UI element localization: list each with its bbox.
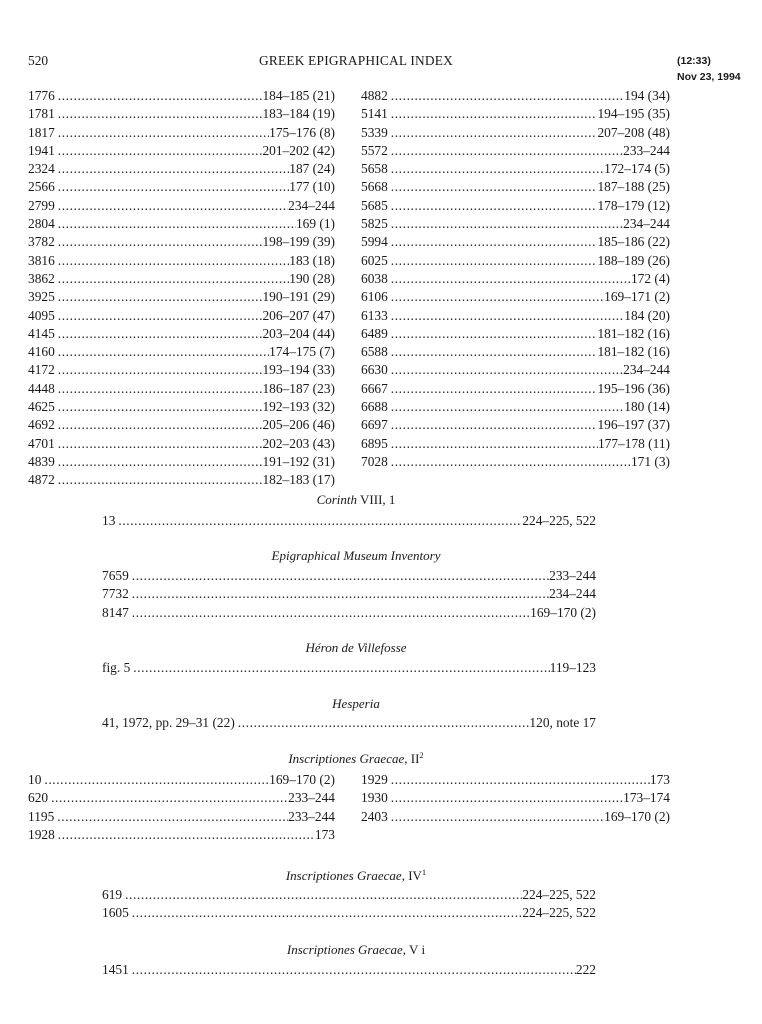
index-entry-key: 6588 [361,344,388,360]
index-entry [28,124,335,142]
index-entry [28,380,335,398]
index-entry-key: 4160 [28,344,55,360]
index-entry [361,197,670,215]
section-title-rest: , IV [401,868,422,883]
dot-leader [391,453,631,471]
dot-leader [58,343,269,361]
index-entry [28,215,335,233]
dot-leader [391,142,623,160]
index-entry [361,325,670,343]
dot-leader [391,435,598,453]
index-entry [361,160,670,178]
index-entry-key: 6630 [361,362,388,378]
dot-leader [391,307,624,325]
dot-leader [391,252,598,270]
dot-leader [391,398,624,416]
index-entry [102,585,596,603]
index-entry [28,270,335,288]
dot-leader [58,416,263,434]
index-entry-key: 1195 [28,808,55,824]
dot-leader [58,87,263,105]
index-entry [361,105,670,123]
index-entry-ref: 119–123 [549,660,596,675]
index-entry-key: 3862 [28,270,55,286]
index-entry [28,435,335,453]
dot-leader [391,808,604,826]
dot-leader [51,789,288,807]
index-entry [361,307,670,325]
index-entry-key: 41, 1972, pp. 29–31 (22) [102,715,235,730]
section-title-ig4 [0,868,712,884]
index-entry [361,178,670,196]
index-entry [28,808,335,826]
dot-leader [132,567,549,585]
index-entry-key: 5685 [361,197,388,213]
index-entry-ref: 169–170 (2) [530,604,596,620]
index-entry-ref: 172–174 (5) [604,161,670,177]
dot-leader [391,124,598,142]
index-entry-ref: 175–176 (8) [269,124,335,140]
index-entry-key: 4095 [28,307,55,323]
index-entry [28,398,335,416]
ig2-entries-left [28,771,335,844]
index-entry-key: 4839 [28,453,55,469]
index-entry-key: 3925 [28,289,55,305]
index-column-right [361,87,670,471]
dot-leader [132,904,523,922]
index-entry [28,252,335,270]
dot-leader [391,233,598,251]
index-entry [361,233,670,251]
index-entry [28,771,335,789]
section-title-heron: Héron de Villefosse [305,640,407,655]
index-entry-ref: 177–178 (11) [597,435,670,451]
index-entry-ref: 184–185 (21) [262,88,335,103]
index-entry [361,435,670,453]
index-entry-key: 1781 [28,106,55,122]
index-entry-ref: 169 (1) [295,216,335,232]
dot-leader [132,961,576,979]
index-entry [28,105,335,123]
index-entry [28,197,335,215]
index-entry-key: 1930 [361,790,388,806]
index-entry-key: 1929 [361,772,388,787]
index-entry-ref: 169–170 (2) [269,772,335,787]
index-entry [102,512,596,530]
section-title-ig5 [0,942,712,958]
index-entry-ref: 224–225, 522 [522,905,596,921]
index-entry-ref: 183 (18) [289,252,335,268]
index-entry [361,380,670,398]
index-entry-ref: 203–204 (44) [262,325,335,341]
index-entry-ref: 190 (28) [289,270,335,286]
index-entry-key: 6667 [361,380,388,396]
dot-leader [58,826,315,844]
dot-leader [58,361,263,379]
section-title-sup: 2 [419,750,424,760]
index-entry-ref: 194–195 (35) [597,106,670,122]
index-entry-ref: 192–193 (32) [262,399,335,415]
index-entry [28,288,335,306]
index-entry-ref: 169–170 (2) [604,808,670,824]
dot-leader [238,714,530,732]
index-entry-key: 7659 [102,568,129,583]
index-entry [361,789,670,807]
index-entry-ref: 190–191 (29) [262,289,335,305]
index-entry-ref: 172 (4) [630,270,670,286]
index-entry-ref: 206–207 (47) [262,307,335,323]
index-entry [28,307,335,325]
index-entry [361,215,670,233]
index-entry-ref: 183–184 (19) [262,106,335,122]
dot-leader [125,886,522,904]
index-entry [28,789,335,807]
index-entry [102,904,596,922]
dot-leader [58,270,289,288]
dot-leader [58,288,263,306]
ig4-entries [102,886,596,923]
index-entry [361,416,670,434]
index-entry-ref: 169–171 (2) [604,289,670,305]
index-entry-key: 619 [102,887,123,902]
index-entry-ref: 177 (10) [289,179,335,195]
index-entry [102,567,596,585]
index-entry-ref: 233–244 [623,142,670,158]
index-entry-ref: 174–175 (7) [269,344,335,360]
dot-leader [133,659,549,677]
proof-stamp [677,53,741,85]
dot-leader [58,197,288,215]
dot-leader [391,343,598,361]
index-entry [102,604,596,622]
index-entry-ref: 205–206 (46) [262,417,335,433]
dot-leader [391,105,598,123]
index-entry-ref: 182–183 (17) [262,472,335,488]
index-entry [361,124,670,142]
section-title-hesperia: Hesperia [332,696,380,711]
running-title: GREEK EPIGRAPHICAL INDEX [259,53,453,68]
page-number: 520 [28,53,49,68]
index-entry [361,252,670,270]
index-entry-ref: 234–244 [549,586,596,602]
index-entry-key: 6697 [361,417,388,433]
index-entry-key: 4872 [28,472,55,488]
index-entry-key: 6038 [361,270,388,286]
dot-leader [118,512,522,530]
index-entry-key: 5994 [361,234,388,250]
index-entry [28,160,335,178]
dot-leader [58,325,263,343]
dot-leader [58,233,263,251]
dot-leader [58,380,263,398]
dot-leader [391,178,598,196]
index-entry-key: 4172 [28,362,55,378]
proof-time: (12:33) [677,55,711,67]
index-entry-ref: 224–225, 522 [522,887,596,902]
index-entry-key: 6133 [361,307,388,323]
index-entry-ref: 188–189 (26) [597,252,670,268]
index-entry-ref: 233–244 [288,790,335,806]
dot-leader [58,124,269,142]
index-entry-key: 1451 [102,962,129,977]
dot-leader [58,398,263,416]
index-entry [28,325,335,343]
index-entry [28,416,335,434]
index-entry-key: 2566 [28,179,55,195]
index-entry-key: 7028 [361,453,388,469]
index-entry-ref: 187 (24) [289,161,335,177]
dot-leader [391,288,604,306]
index-entry [28,361,335,379]
dot-leader [391,325,598,343]
index-entry [102,961,596,979]
index-entry-ref: 222 [575,962,596,977]
section-title-ig2 [0,751,712,767]
dot-leader [391,197,598,215]
index-entry-key: 4145 [28,325,55,341]
dot-leader [58,471,263,489]
index-entry [361,343,670,361]
index-entry-ref: 120, note 17 [529,715,596,730]
index-entry-key: 4701 [28,435,55,451]
index-entry [28,178,335,196]
index-entry-key: 5658 [361,161,388,177]
section-title-rest: , II [404,751,420,766]
index-entry [28,826,335,844]
index-entry-key: 8147 [102,604,129,620]
index-entry-ref: 193–194 (33) [262,362,335,378]
ig2-entries-right [361,771,670,826]
index-entry-ref: 201–202 (42) [262,142,335,158]
index-entry-key: 2403 [361,808,388,824]
index-entry-key: 5339 [361,124,388,140]
index-entry [28,142,335,160]
index-entry-ref: 191–192 (31) [262,453,335,469]
epigraphical-museum-entries [102,567,596,622]
index-entry-key: 6489 [361,325,388,341]
index-entry [102,714,596,732]
dot-leader [58,160,289,178]
index-entry-key: 6025 [361,252,388,268]
index-entry-ref: 178–179 (12) [597,197,670,213]
index-entry [28,453,335,471]
index-entry-key: 4692 [28,417,55,433]
dot-leader [57,808,288,826]
index-entry [28,87,335,105]
index-entry-ref: 173 [314,826,335,842]
index-entry-ref: 233–244 [549,568,596,583]
index-entry [361,453,670,471]
section-title-rest: , V i [402,942,426,957]
section-title-sup: 1 [421,867,427,877]
index-entry-key: 5141 [361,106,388,122]
dot-leader [391,380,598,398]
index-entry-ref: 224–225, 522 [522,513,596,528]
index-entry-key: 5668 [361,179,388,195]
heron-entries [102,659,596,677]
index-entry-key: 4882 [361,88,388,103]
dot-leader [58,215,296,233]
index-entry-ref: 195–196 (36) [597,380,670,396]
hesperia-entries [102,714,596,732]
index-entry-ref: 202–203 (43) [262,435,335,451]
dot-leader [391,270,631,288]
index-entry-key: 7732 [102,586,129,602]
dot-leader [44,771,269,789]
index-entry-key: 1941 [28,142,55,158]
index-entry [361,771,670,789]
section-title-epigraphical-museum: Epigraphical Museum Inventory [271,548,441,563]
section-title-italic: Inscriptiones Graecae [286,942,403,957]
index-entry-ref: 196–197 (37) [597,417,670,433]
index-entry-ref: 194 (34) [624,88,670,103]
index-entry-key: 1817 [28,124,55,140]
index-entry [28,343,335,361]
index-entry-key: 2324 [28,161,55,177]
index-entry [361,398,670,416]
index-entry-key: 3782 [28,234,55,250]
index-entry-key: 6106 [361,289,388,305]
corinth-entries [102,512,596,530]
index-entry [361,87,670,105]
index-entry-ref: 181–182 (16) [597,325,670,341]
section-title-italic: Inscriptiones Graecae [285,868,402,883]
dot-leader [58,435,263,453]
index-entry-key: 2799 [28,197,55,213]
dot-leader [58,142,263,160]
index-entry-ref: 233–244 [288,808,335,824]
section-title-italic: Corinth [316,492,358,507]
index-entry-key: 2804 [28,216,55,232]
index-entry-ref: 187–188 (25) [597,179,670,195]
ig5-entries [102,961,596,979]
index-entry [361,361,670,379]
index-entry-key: 5572 [361,142,388,158]
dot-leader [391,160,604,178]
dot-leader [58,252,289,270]
dot-leader [132,585,549,603]
index-entry-ref: 207–208 (48) [597,124,670,140]
dot-leader [58,178,289,196]
index-entry-key: 10 [28,772,42,787]
dot-leader [58,453,263,471]
index-entry [361,808,670,826]
index-entry-ref: 186–187 (23) [262,380,335,396]
index-entry-key: 4448 [28,380,55,396]
section-title-rest: VIII, 1 [357,492,396,507]
dot-leader [391,361,623,379]
index-entry-ref: 234–244 [288,197,335,213]
index-column-left [28,87,335,490]
index-entry-ref: 198–199 (39) [262,234,335,250]
index-entry-ref: 181–182 (16) [597,344,670,360]
index-entry-key: 6688 [361,399,388,415]
index-entry-ref: 173 [649,772,670,787]
index-entry-key: 13 [102,513,116,528]
index-entry-key: 1605 [102,905,129,921]
index-entry-ref: 184 (20) [624,307,670,323]
index-entry [28,471,335,489]
dot-leader [391,771,650,789]
dot-leader [58,105,263,123]
index-entry-ref: 234–244 [623,362,670,378]
index-entry [102,886,596,904]
index-entry [28,233,335,251]
proof-date: Nov 23, 1994 [677,71,741,83]
index-entry-ref: 173–174 [623,790,670,806]
index-entry [102,659,596,677]
index-entry-key: 5825 [361,216,388,232]
index-entry-key: 1776 [28,88,55,103]
dot-leader [132,604,530,622]
index-entry-key: 3816 [28,252,55,268]
index-entry-ref: 185–186 (22) [597,234,670,250]
index-entry [361,142,670,160]
dot-leader [58,307,263,325]
dot-leader [391,416,598,434]
index-entry [361,270,670,288]
dot-leader [391,789,623,807]
index-entry-ref: 180 (14) [624,399,670,415]
index-entry-ref: 171 (3) [630,453,670,469]
dot-leader [391,215,623,233]
index-entry-key: fig. 5 [102,660,131,675]
section-title-corinth [0,492,712,508]
index-entry-key: 6895 [361,435,388,451]
index-entry-key: 620 [28,790,49,806]
index-entry [361,288,670,306]
index-entry-key: 1928 [28,826,55,842]
section-title-italic: Inscriptiones Graecae [288,751,405,766]
index-entry-ref: 234–244 [623,216,670,232]
dot-leader [391,87,624,105]
index-entry-key: 4625 [28,399,55,415]
